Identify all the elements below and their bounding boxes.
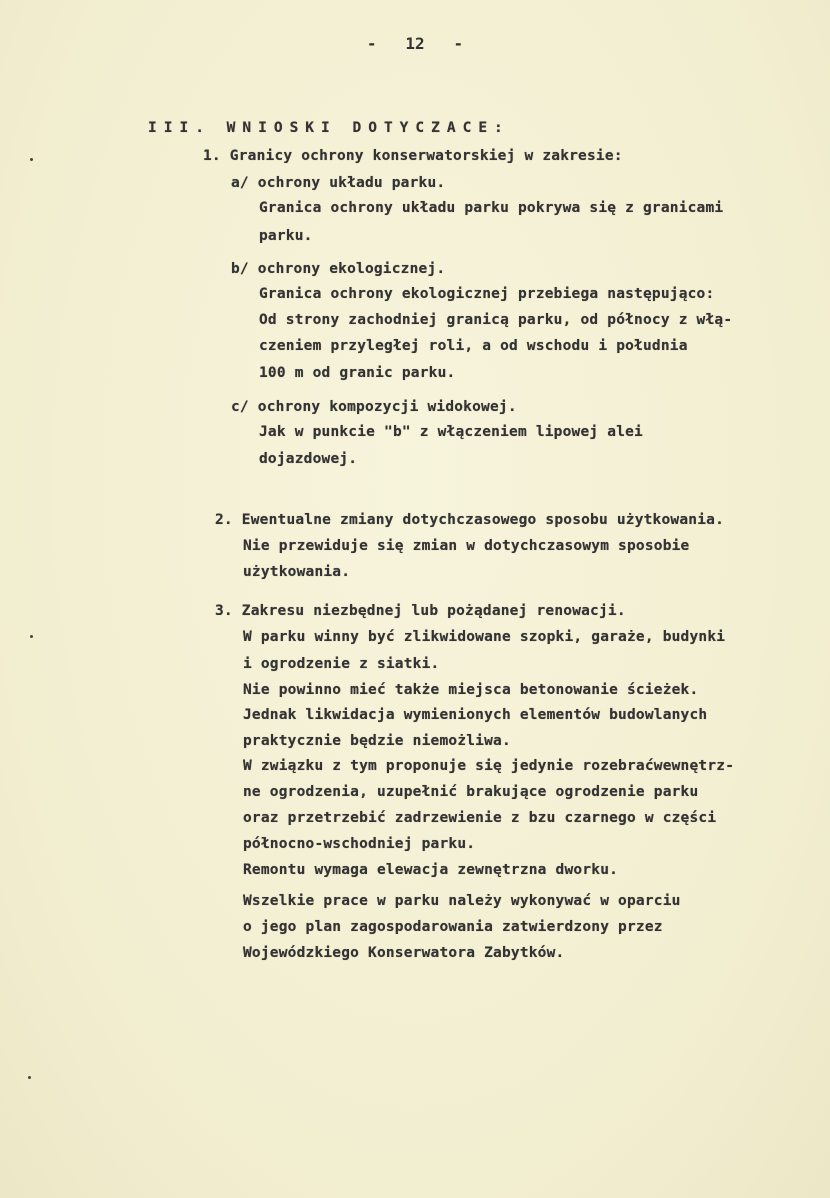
text-line: Remontu wymaga elewacja zewnętrzna dworku. xyxy=(243,862,619,878)
text-line: Nie powinno mieć także miejsca betonowanie ścieżek. xyxy=(243,682,699,698)
item-1c-title: c/ ochrony kompozycji widokowej. xyxy=(231,399,517,415)
punch-mark xyxy=(30,158,33,161)
text-line: Granica ochrony ekologicznej przebiega następująco: xyxy=(259,286,715,302)
punch-mark xyxy=(28,1076,31,1079)
page-number: - 12 - xyxy=(366,34,464,53)
text-line: praktycznie będzie niemożliwa. xyxy=(243,733,511,749)
text-line: Nie przewiduje się zmian w dotychczasowym sposobie xyxy=(243,538,690,554)
text-line: oraz przetrzebić zadrzewienie z bzu czarnego w części xyxy=(243,810,717,826)
text-line: Od strony zachodniej granicą parku, od północy z włą- xyxy=(259,312,733,328)
text-line: czeniem przyległej roli, a od wschodu i południa xyxy=(259,338,688,354)
section-heading: III. WNIOSKI DOTYCZACE: xyxy=(148,120,510,136)
text-line: 100 m od granic parku. xyxy=(259,365,456,381)
item-3-title: 3. Zakresu niezbędnej lub pożądanej renowacji. xyxy=(215,603,626,619)
item-1a-title: a/ ochrony układu parku. xyxy=(231,175,446,191)
text-line: północno-wschodniej parku. xyxy=(243,836,476,852)
item-1-title: 1. Granicy ochrony konserwatorskiej w zakresie: xyxy=(203,148,623,164)
text-line: W związku z tym proponuje się jedynie rozebraćwewnętrz- xyxy=(243,758,735,774)
text-line: Granica ochrony układu parku pokrywa się z granicami xyxy=(259,200,724,216)
text-line: Wojewódzkiego Konserwatora Zabytków. xyxy=(243,945,565,961)
text-line: użytkowania. xyxy=(243,564,351,580)
item-2-title: 2. Ewentualne zmiany dotychczasowego sposobu użytkowania. xyxy=(215,512,724,528)
item-1b-title: b/ ochrony ekologicznej. xyxy=(231,261,446,277)
text-line: Wszelkie prace w parku należy wykonywać w oparciu xyxy=(243,893,681,909)
text-line: W parku winny być zlikwidowane szopki, garaże, budynki xyxy=(243,629,726,645)
text-line: ne ogrodzenia, uzupełnić brakujące ogrodzenie parku xyxy=(243,784,699,800)
punch-mark xyxy=(30,635,33,638)
text-line: o jego plan zagospodarowania zatwierdzony przez xyxy=(243,919,663,935)
text-line: Jednak likwidacja wymienionych elementów budowlanych xyxy=(243,707,708,723)
text-line: Jak w punkcie "b" z włączeniem lipowej alei xyxy=(259,424,643,440)
text-line: parku. xyxy=(259,228,313,244)
text-line: i ogrodzenie z siatki. xyxy=(243,656,440,672)
text-line: dojazdowej. xyxy=(259,451,358,467)
